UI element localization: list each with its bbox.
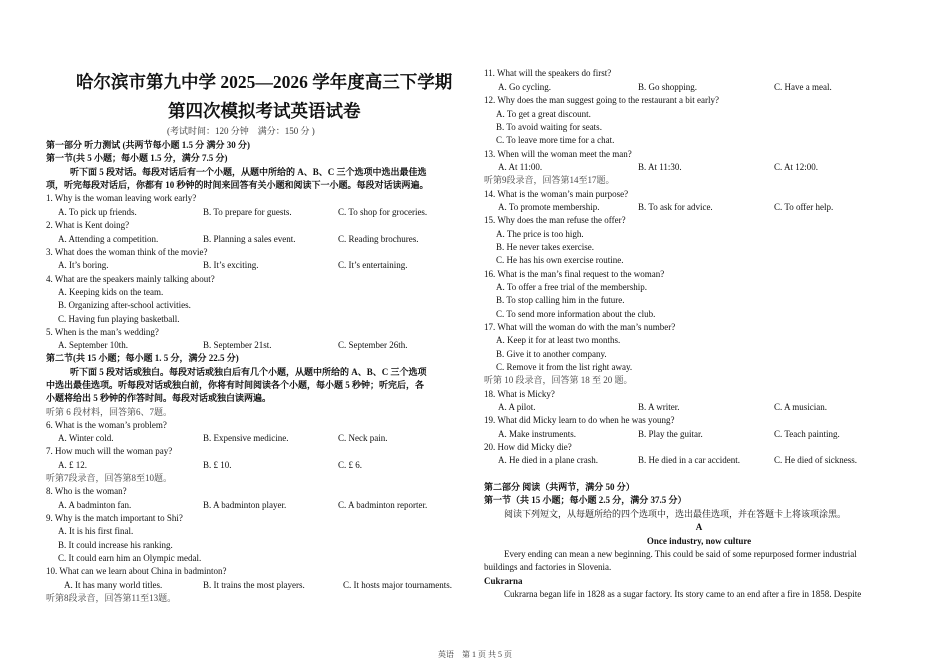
q17-option-c: C. Remove it from the list right away. — [496, 362, 633, 372]
part1-heading: 第一部分 听力测试 (共两节每小题 1.5 分 满分 30 分) — [46, 140, 250, 150]
section2-instructions-1: 听下面 5 段对话或独白。每段对话或独白后有几个小题，从题中所给的 A、B、C 三个选项 — [70, 367, 427, 377]
listening-note-9: 听第9段录音，回答第14至17题。 — [484, 175, 615, 185]
q20-option-b: B. He died in a car accident. — [638, 455, 740, 465]
q14-option-b: B. To ask for advice. — [638, 202, 713, 212]
q3-option-c: C. It’s entertaining. — [338, 260, 408, 270]
listening-note-10: 听第 10 段录音，回答第 18 至 20 题。 — [484, 375, 633, 385]
part2-section1-heading: 第一节（共 15 小题；每小题 2.5 分，满分 37.5 分） — [484, 495, 687, 505]
listening-note-8: 听第8段录音，回答第11至13题。 — [46, 593, 177, 603]
listening-note-6: 听第 6 段材料，回答第6、7题。 — [46, 407, 173, 417]
question-12: 12. Why does the man suggest going to the restaurant a bit early? — [484, 95, 720, 105]
q10-option-b: B. It trains the most players. — [203, 580, 305, 590]
question-6: 6. What is the woman’s problem? — [46, 420, 167, 430]
question-13: 13. When will the woman meet the man? — [484, 149, 632, 159]
q1-option-c: C. To shop for groceries. — [338, 207, 428, 217]
q15-option-c: C. He has his own exercise routine. — [496, 255, 624, 265]
q4-option-b: B. Organizing after-school activities. — [58, 300, 191, 310]
q13-option-b: B. At 11:30. — [638, 162, 682, 172]
q9-option-a: A. It is his first final. — [58, 526, 134, 536]
q3-option-a: A. It’s boring. — [58, 260, 109, 270]
question-8: 8. Who is the woman? — [46, 486, 127, 496]
q1-option-b: B. To prepare for guests. — [203, 207, 292, 217]
page-footer: 英语 第 1 页 共 5 页 — [438, 650, 512, 659]
q9-option-c: C. It could earn him an Olympic medal. — [58, 553, 202, 563]
q20-option-a: A. He died in a plane crash. — [498, 455, 598, 465]
section2-instructions-3: 小题将给出 5 秒钟的作答时间。每段对话或独白读两遍。 — [46, 393, 272, 403]
q18-option-a: A. A pilot. — [498, 402, 536, 412]
q19-option-c: C. Teach painting. — [774, 429, 840, 439]
q1-option-a: A. To pick up friends. — [58, 207, 137, 217]
q19-option-a: A. Make instruments. — [498, 429, 576, 439]
q11-option-b: B. Go shopping. — [638, 82, 698, 92]
q6-option-c: C. Neck pain. — [338, 433, 388, 443]
q17-option-b: B. Give it to another company. — [496, 349, 607, 359]
q15-option-a: A. The price is too high. — [496, 229, 584, 239]
q13-option-a: A. At 11:00. — [498, 162, 543, 172]
q19-option-b: B. Play the guitar. — [638, 429, 703, 439]
q18-option-c: C. A musician. — [774, 402, 828, 412]
q2-option-c: C. Reading brochures. — [338, 234, 419, 244]
question-2: 2. What is Kent doing? — [46, 220, 130, 230]
passage-title: Once industry, now culture — [646, 536, 752, 546]
q16-option-c: C. To send more information about the club. — [496, 309, 656, 319]
question-7: 7. How much will the woman pay? — [46, 446, 173, 456]
q14-option-c: C. To offer help. — [774, 202, 834, 212]
listening-note-7: 听第7段录音，回答第8至10题。 — [46, 473, 173, 483]
q14-option-a: A. To promote membership. — [498, 202, 600, 212]
q17-option-a: A. Keep it for at least two months. — [496, 335, 621, 345]
question-20: 20. How did Micky die? — [484, 442, 572, 452]
part2-heading: 第二部分 阅读（共两节，满分 50 分） — [484, 482, 635, 492]
question-10: 10. What can we learn about China in badminton? — [46, 566, 227, 576]
passage-paragraph-1-line-1: Every ending can mean a new beginning. This could be said of some repurposed former industrial — [504, 549, 857, 559]
q15-option-b: B. He never takes exercise. — [496, 242, 594, 252]
q12-option-c: C. To leave more time for a chat. — [496, 135, 615, 145]
q9-option-b: B. It could increase his ranking. — [58, 540, 173, 550]
q7-option-c: C. £ 6. — [338, 460, 363, 470]
q2-option-a: A. Attending a competition. — [58, 234, 159, 244]
question-5: 5. When is the man’s wedding? — [46, 327, 159, 337]
exam-info: (考试时间：120 分钟 满分：150 分 ) — [167, 126, 315, 136]
q5-option-a: A. September 10th. — [58, 340, 128, 350]
q6-option-b: B. Expensive medicine. — [203, 433, 289, 443]
title-line-1: 哈尔滨市第九中学 2025—2026 学年度高三下学期 — [76, 72, 453, 92]
q16-option-b: B. To stop calling him in the future. — [496, 295, 625, 305]
q10-option-a: A. It has many world titles. — [64, 580, 163, 590]
passage-paragraph-2-line-1: Cukrarna began life in 1828 as a sugar factory. Its story came to an end after a fire in 1858. Despite — [504, 589, 862, 599]
question-4: 4. What are the speakers mainly talking about? — [46, 274, 215, 284]
question-18: 18. What is Micky? — [484, 389, 555, 399]
q3-option-b: B. It’s exciting. — [203, 260, 259, 270]
passage-paragraph-1-line-2: buildings and factories in Slovenia. — [484, 562, 612, 572]
section2-heading: 第二节(共 15 小题；每小题 1. 5 分，满分 22.5 分) — [46, 353, 239, 363]
section1-heading: 第一节(共 5 小题；每小题 1.5 分，满分 7.5 分) — [46, 153, 228, 163]
question-11: 11. What will the speakers do first? — [484, 68, 612, 78]
q13-option-c: C. At 12:00. — [774, 162, 819, 172]
q8-option-b: B. A badminton player. — [203, 500, 287, 510]
q8-option-c: C. A badminton reporter. — [338, 500, 428, 510]
q7-option-a: A. £ 12. — [58, 460, 87, 470]
question-15: 15. Why does the man refuse the offer? — [484, 215, 626, 225]
question-16: 16. What is the man’s final request to the woman? — [484, 269, 665, 279]
q16-option-a: A. To offer a free trial of the membership. — [496, 282, 647, 292]
title-line-2: 第四次模拟考试英语试卷 — [168, 101, 361, 121]
q10-option-c: C. It hosts major tournaments. — [343, 580, 452, 590]
q2-option-b: B. Planning a sales event. — [203, 234, 296, 244]
section2-instructions-2: 中选出最佳选项。听每段对话或独白前，你将有时间阅读各个小题，每小题 5 秒钟；听完后，各 — [46, 380, 425, 390]
q5-option-b: B. September 21st. — [203, 340, 272, 350]
question-14: 14. What is the woman’s main purpose? — [484, 189, 629, 199]
q11-option-a: A. Go cycling. — [498, 82, 551, 92]
q20-option-c: C. He died of sickness. — [774, 455, 857, 465]
q12-option-b: B. To avoid waiting for seats. — [496, 122, 602, 132]
question-19: 19. What did Micky learn to do when he was young? — [484, 415, 675, 425]
question-17: 17. What will the woman do with the man’s number? — [484, 322, 676, 332]
q5-option-c: C. September 26th. — [338, 340, 408, 350]
q4-option-c: C. Having fun playing basketball. — [58, 314, 180, 324]
section1-instructions-2: 项，听完每段对话后，你都有 10 秒钟的时间来回答有关小题和阅读下一小题。每段对话读两遍。 — [46, 180, 429, 190]
passage-letter: A — [695, 522, 703, 532]
q11-option-c: C. Have a meal. — [774, 82, 832, 92]
q8-option-a: A. A badminton fan. — [58, 500, 132, 510]
part2-instructions: 阅读下列短文，从每题所给的四个选项中，选出最佳选项，并在答题卡上将该项涂黑。 — [504, 509, 847, 519]
passage-subheading-cukrarna: Cukrarna — [484, 576, 523, 586]
q18-option-b: B. A writer. — [638, 402, 680, 412]
section1-instructions-1: 听下面 5 段对话。每段对话后有一个小题，从题中所给的 A、B、C 三个选项中选出最佳选 — [70, 167, 427, 177]
question-1: 1. Why is the woman leaving work early? — [46, 193, 197, 203]
q6-option-a: A. Winter cold. — [58, 433, 114, 443]
q7-option-b: B. £ 10. — [203, 460, 232, 470]
q4-option-a: A. Keeping kids on the team. — [58, 287, 164, 297]
q12-option-a: A. To get a great discount. — [496, 109, 591, 119]
question-9: 9. Why is the match important to Shi? — [46, 513, 183, 523]
question-3: 3. What does the woman think of the movie? — [46, 247, 208, 257]
